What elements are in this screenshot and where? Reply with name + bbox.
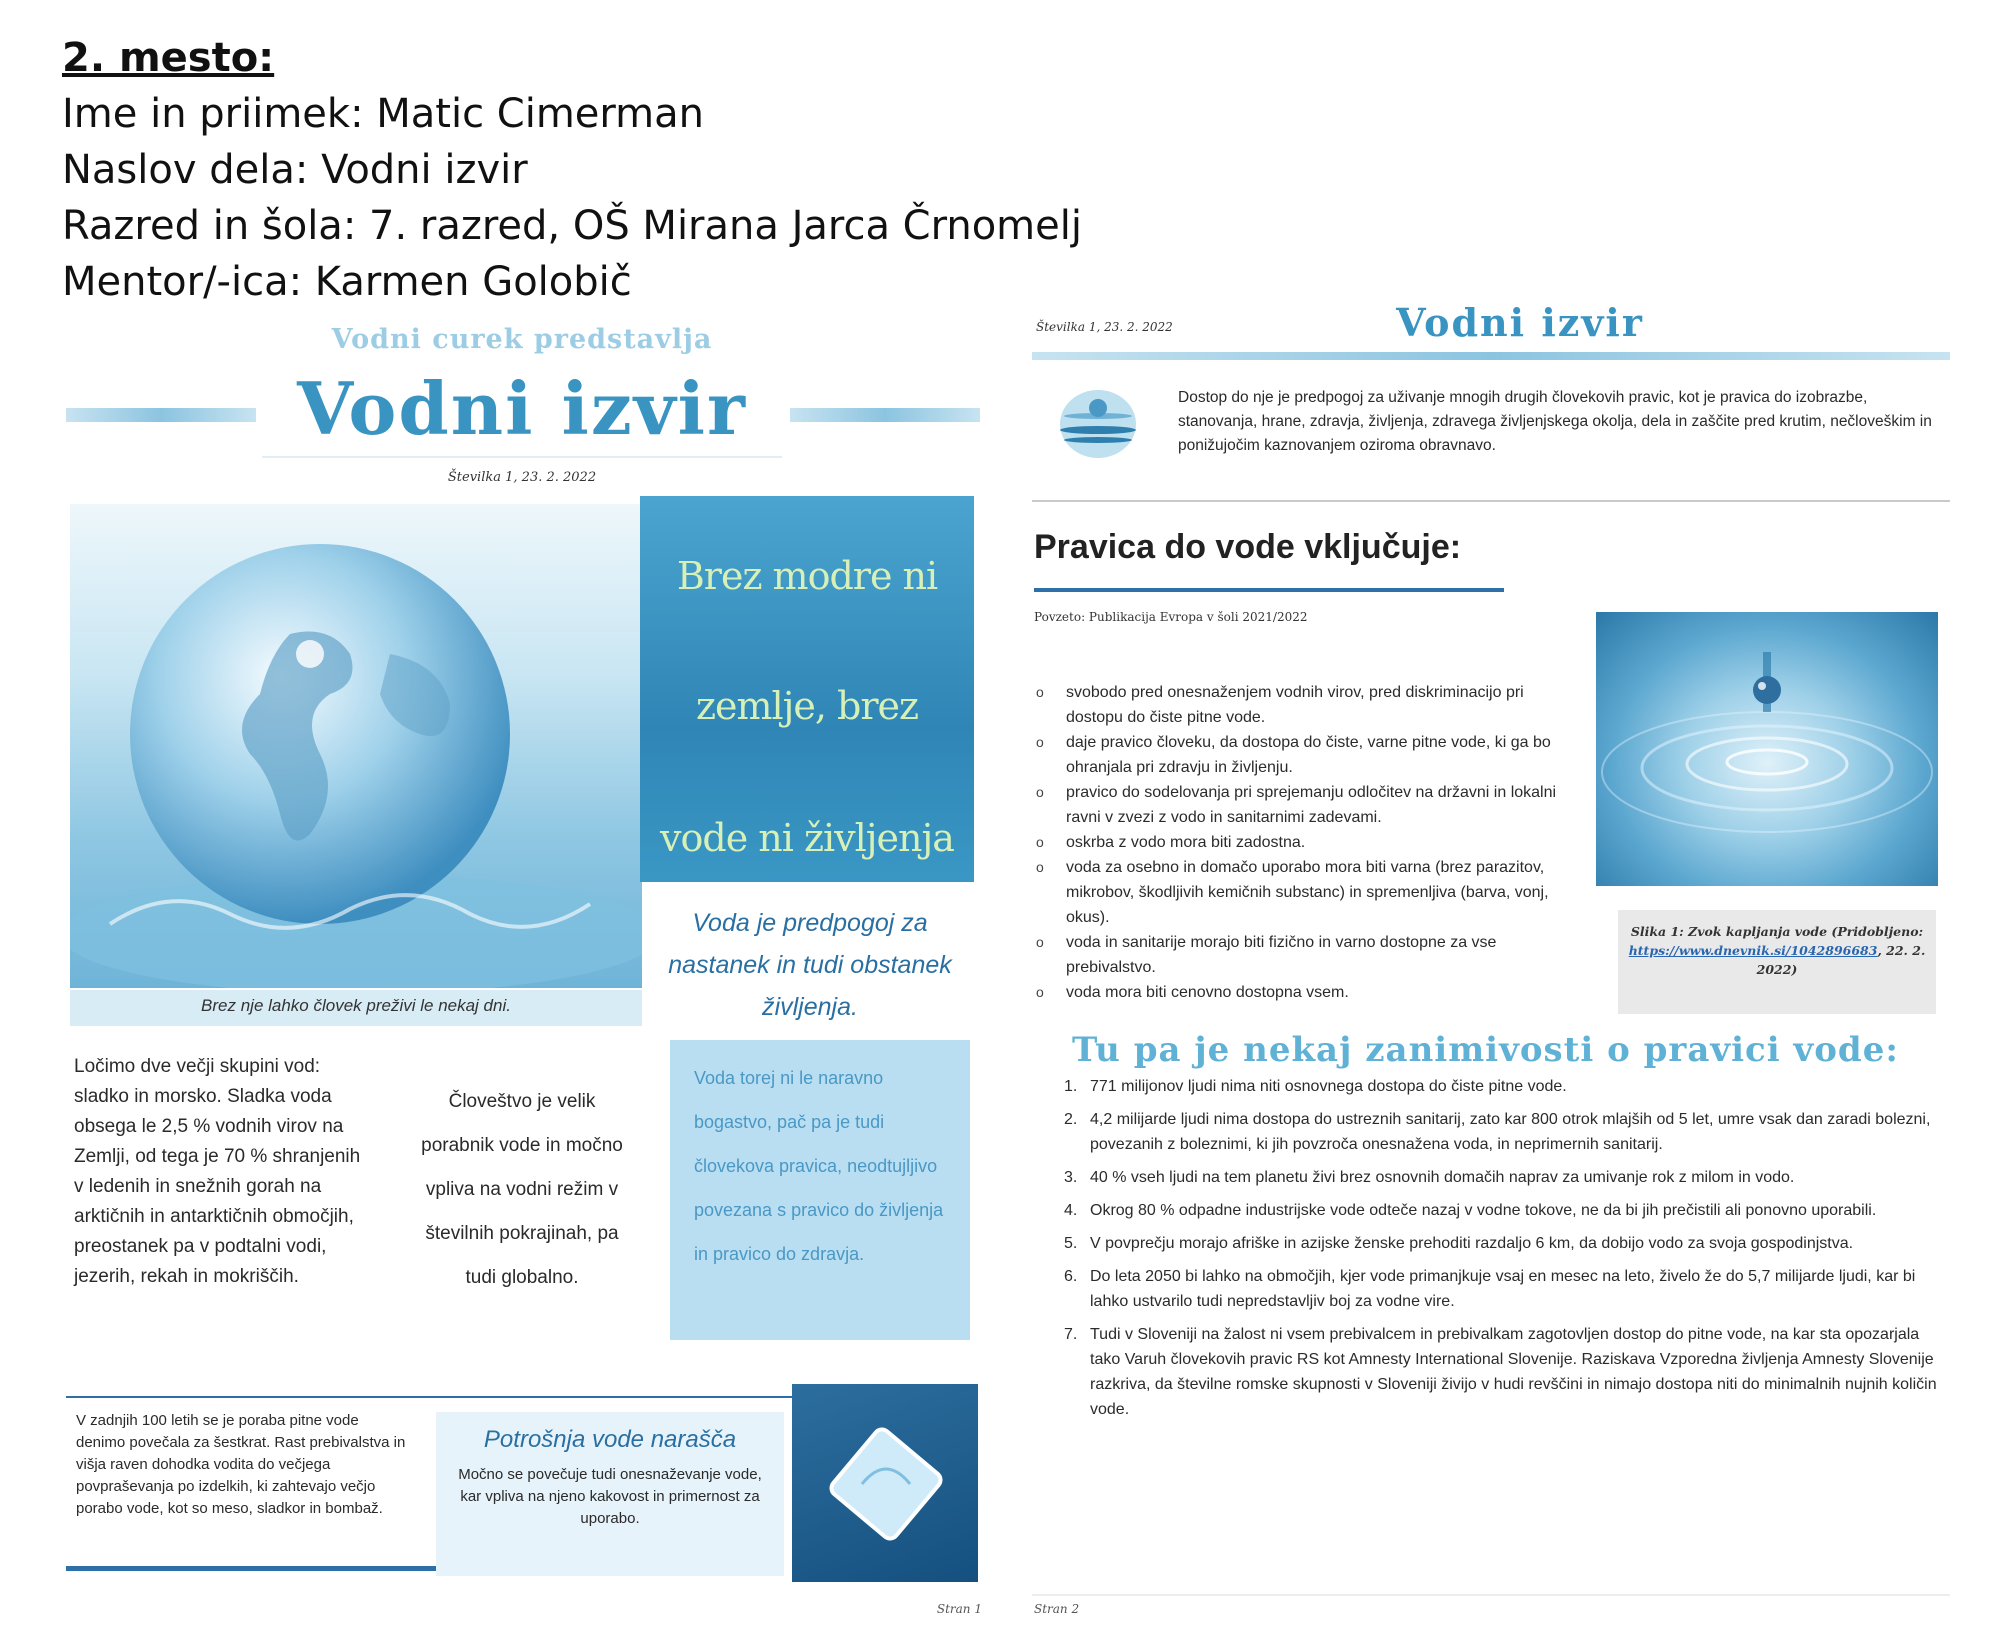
quote-line-2: zemlje, brez: [695, 684, 919, 728]
page-number-1: Stran 1: [936, 1602, 982, 1616]
water-drop-image: [1596, 612, 1938, 886]
list-item: o voda mora biti cenovno dostopna vsem.: [1036, 984, 1349, 1001]
bottom-divider: [66, 1396, 826, 1398]
rights-list: [1034, 680, 1574, 1005]
presents-heading: Vodni curek predstavlja: [331, 324, 713, 355]
page-title: Vodni izvir: [297, 366, 747, 451]
list-item: 4. Okrog 80 % odpadne industrijske vode odteče nazaj v vodne tokove, ne da bi jih prečistili ali ponovno uporabili.: [1064, 1202, 1877, 1219]
figure-source-link[interactable]: https://www.dnevnik.si/1042896683: [1628, 943, 1878, 958]
newsletter-page-2: [1020, 300, 1970, 1630]
quote-line-3: vode ni življenja: [660, 816, 954, 860]
list-item: o voda in sanitarije morajo biti fizično in varno dostopne za vse prebivalstvo.: [1036, 934, 1497, 976]
rights-intro-text: Dostop do nje je predpogoj za uživanje mnogih drugih človekovih pravic, kot je pravica do izobrazbe, stanovanja, hrane, zdravja, življenja, zdravega življenjskega okolja, dela in zaščite pred krutim, nečloveškim in ponižujočim kaznovanjem oziroma obravnavo.: [1178, 389, 1932, 454]
author-line: Ime in priimek: Matic Cimerman: [62, 91, 704, 137]
title-underline: [262, 456, 782, 458]
highlight-text: Voda je predpogoj za nastanek in tudi obstanek življenja.: [668, 909, 952, 1021]
list-item: o svobodo pred onesnaženjem vodnih virov, pred diskriminacijo pri dostopu do čiste pitne vode.: [1036, 684, 1524, 726]
mentor-line: Mentor/-ica: Karmen Golobič: [62, 259, 632, 305]
figure-caption-box: [1618, 910, 1936, 1014]
title-bar-2: [1032, 352, 1950, 360]
issue-number: Številka 1, 23. 2. 2022: [447, 470, 597, 485]
image-caption: Brez nje lahko človek preživi le nekaj dni.: [201, 996, 511, 1015]
figure-caption-date: , 22. 2. 2022): [1756, 943, 1926, 977]
facts-list: [1034, 1074, 1950, 1430]
list-item: 1. 771 milijonov ljudi nima niti osnovnega dostopa do čiste pitne vode.: [1064, 1078, 1567, 1095]
page-title-2: Vodni izvir: [1396, 300, 1644, 345]
quote-line-1: Brez modre ni: [676, 554, 938, 598]
water-drop-icon: [1058, 380, 1138, 460]
water-drop-thumbnail: [1058, 380, 1138, 460]
page-number-2: Stran 2: [1034, 1602, 1080, 1616]
quote-box: [640, 496, 974, 882]
list-item: 3. 40 % vseh ljudi na tem planetu živi brez osnovnih domačih naprav za umivanje rok z milom in vodo.: [1064, 1169, 1795, 1186]
ice-cube-image: [792, 1384, 978, 1582]
list-item: 2. 4,2 milijarde ljudi nima dostopa do ustreznih sanitarij, zato kar 800 otrok mlajših od 5 let, umre vsak dan zaradi bolezni, povezanih z boleznimi, ki jih povzroča onesnažena voda, in neprimernih sanitarij.: [1064, 1111, 1931, 1153]
work-title-line: Naslov dela: Vodni izvir: [62, 147, 528, 193]
award-place: 2. mesto:: [62, 35, 275, 81]
consumption-text: Močno se povečuje tudi onesnaževanje vode, kar vpliva na njeno kakovost in primernost za uporabo.: [458, 1466, 762, 1527]
list-item: 5. V povprečju morajo afriške in azijske ženske prehoditi razdaljo 6 km, da dobijo vodo za svoja gospodinjstva.: [1064, 1235, 1854, 1252]
figure-caption-text: Slika 1: Zvok kapljanja vode (Pridobljeno:: [1630, 924, 1924, 939]
title-bar-right: [790, 408, 980, 422]
section-title: Pravica do vode vključuje:: [1034, 528, 1462, 566]
consumption-box: [436, 1412, 784, 1576]
ripple-icon: [1596, 612, 1938, 886]
ice-cube-icon: [792, 1384, 978, 1582]
rights-box-text: Voda torej ni le naravno bogastvo, pač pa je tudi človekova pravica, neodtujljivo povezana s pravico do življenja in pravico do zdravja.: [694, 1068, 944, 1264]
list-item: o voda za osebno in domačo uporabo mora biti varna (brez parazitov, mikrobov, škodljivih kemičnih substanc) in spremenljiva (barva, vonj, okus).: [1036, 859, 1549, 926]
list-item: o pravico do sodelovanja pri sprejemanju odločitev na državni in lokalni ravni v zvezi z vodo in sanitarnimi zadevami.: [1036, 784, 1557, 826]
issue-number-2: Številka 1, 23. 2. 2022: [1036, 320, 1173, 334]
list-item: o daje pravico človeku, da dostopa do čiste, varne pitne vode, ki ga bo ohranjala pri zdravju in življenju.: [1036, 734, 1551, 776]
globe-image: [70, 504, 642, 988]
consumption-title: Potrošnja vode narašča: [483, 1426, 737, 1453]
section-title-underline: [1034, 588, 1504, 592]
list-item: 6. Do leta 2050 bi lahko na območjih, kjer vode primanjkuje vsaj en mesec na leto, živelo že do 5,7 milijarde ljudi, kar bi lahko ustvarilo tudi nepredstavljiv boj za vodne vire.: [1064, 1268, 1916, 1310]
fresh-water-text: Ločimo dve večji skupini vod: sladko in morsko. Sladka voda obsega le 2,5 % vodnih virov na Zemlji, od tega je 70 % shranjenih v ledenih in snežnih gorah na arktičnih in antarktičnih območjih, preostanek pa v podtalni vodi, jezerih, rekah in mokriščih.: [74, 1056, 361, 1287]
globe-icon: [70, 504, 642, 988]
facts-title: Tu pa je nekaj zanimivosti o pravici vode:: [1072, 1030, 1899, 1070]
newsletter-page-1: [62, 318, 982, 1638]
list-item: 7. Tudi v Sloveniji na žalost ni vsem prebivalcem in prebivalkam zagotovljen dostop do pitne vode, na kar sta opozarjala tako Varuh človekovih pravic RS kot Amnesty International Slovenije. Raziskava Vzporedna življenja Amnesty Slovenije razkriva, da številne romske skupnosti v Sloveniji živijo v hudi revščini in nimajo dostopa niti do minimalnih nujnih količin vode.: [1064, 1326, 1937, 1418]
list-item: o oskrba z vodo mora biti zadostna.: [1036, 834, 1306, 851]
source-note: Povzeto: Publikacija Evropa v šoli 2021/2022: [1034, 610, 1308, 624]
figure-caption: [1626, 922, 1928, 979]
class-school-line: Razred in šola: 7. razred, OŠ Mirana Jarca Črnomelj: [62, 203, 1082, 249]
humanity-text: Človeštvo je velik porabnik vode in močno vpliva na vodni režim v številnih pokrajinah, pa tudi globalno.: [421, 1091, 623, 1288]
footer-divider: [1032, 1594, 1950, 1596]
rights-box: [670, 1040, 970, 1340]
title-bar-left: [66, 408, 256, 422]
consumption-history-text: V zadnjih 100 letih se je poraba pitne vode denimo povečala za šestkrat. Rast prebivalstva in višja raven dohodka vodita do večjega povpraševanja po izdelkih, ki zahtevajo večjo porabo vode, kot so meso, sladkor in bombaž.: [76, 1412, 406, 1517]
bottom-left-bar: [66, 1566, 436, 1571]
section-divider: [1032, 500, 1950, 502]
